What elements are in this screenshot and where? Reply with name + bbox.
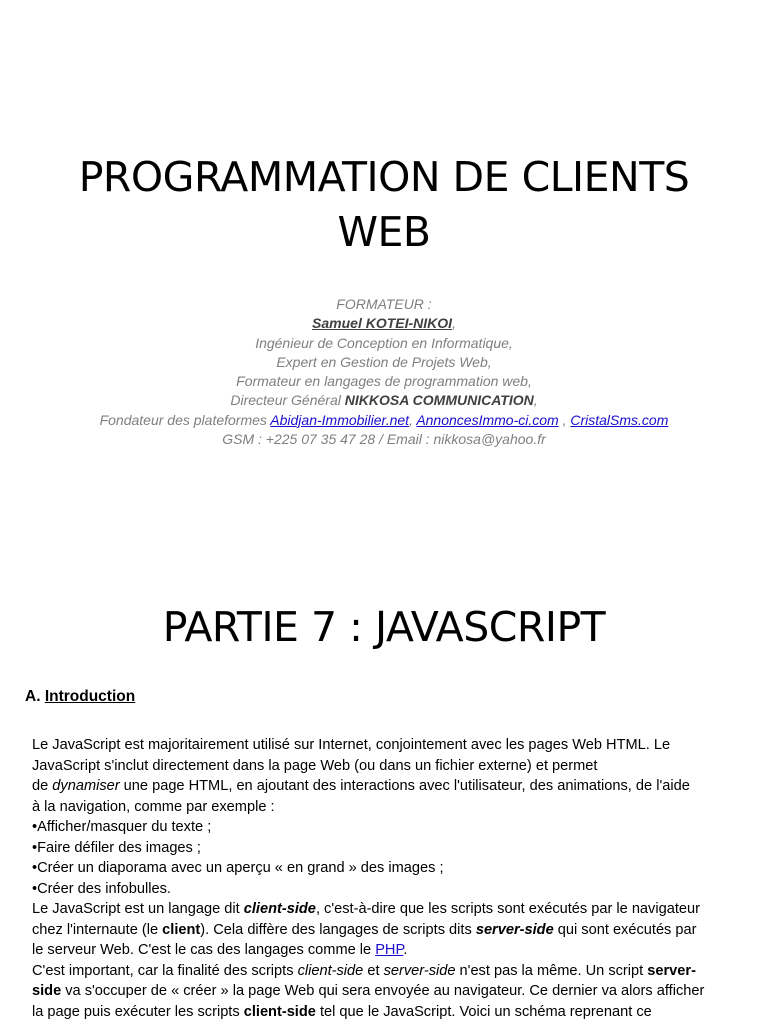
text-run: Le JavaScript est un langage dit: [32, 901, 244, 917]
text-run-italic: server-side: [383, 962, 456, 979]
text-run: C'est important, car la finalité des scripts: [32, 962, 298, 979]
text-run: le serveur Web. C'est le cas des langages comme le: [32, 942, 376, 958]
text-run-bold-italic: server-side: [475, 921, 554, 938]
text-run: tel que le JavaScript. Voici un schéma reprenant ce: [315, 1003, 652, 1020]
bullet-item: •Afficher/masquer du texte ;: [32, 819, 212, 835]
bullet-item: •Créer un diaporama avec un aperçu « en grand » des images ;: [32, 860, 444, 876]
title-line-1: PROGRAMMATION DE CLIENTS: [78, 153, 690, 201]
text-run-italic: dynamiser: [52, 778, 120, 794]
text-run: et: [363, 962, 384, 979]
body-line: [32, 1002, 738, 1023]
body-line: à la navigation, comme par exemple :: [32, 798, 275, 815]
body-line: [32, 776, 738, 797]
link-abidjan-immobilier[interactable]: Abidjan-Immobilier.net: [270, 411, 410, 428]
body-line: Le JavaScript est majoritairement utilisé sur Internet, conjointement avec les pages Web HTML. Le: [32, 737, 671, 753]
credit-line-4: Expert en Gestion de Projets Web,: [276, 353, 492, 370]
section-title: PARTIE 7 : JAVASCRIPT: [162, 603, 606, 651]
text-run: la page puis exécuter les scripts: [32, 1003, 244, 1020]
link-annoncesimmo[interactable]: AnnoncesImmo-ci.com: [416, 411, 559, 428]
section-heading: [25, 688, 135, 706]
body-line: [32, 961, 738, 982]
credit-line-6: Directeur Général NIKKOSA COMMUNICATION,: [230, 392, 538, 409]
credit-role: FORMATEUR :: [336, 296, 432, 312]
credit-line-5: Formateur en langages de programmation web,: [236, 373, 532, 390]
text-run-bold: server-: [647, 962, 696, 979]
credit-name-line: Samuel KOTEI-NIKOI,: [312, 315, 456, 332]
text-run: .: [403, 942, 408, 958]
credit-line-6-prefix: Directeur Général: [230, 392, 345, 409]
text-run-bold: side: [32, 983, 62, 999]
link-php[interactable]: PHP: [375, 942, 404, 958]
text-run: qui sont exécutés par: [553, 921, 697, 938]
title-line-2: WEB: [337, 208, 431, 256]
text-run: n'est pas la même. Un script: [455, 962, 648, 979]
body-line: [32, 920, 738, 941]
body-line: JavaScript s'inclut directement dans la page Web (ou dans un fichier externe) et permet: [32, 757, 598, 774]
text-run: ). Cela diffère des langages de scripts dits: [200, 921, 476, 938]
text-run: va s'occuper de « créer » la page Web qui sera envoyée au navigateur. Ce dernier va alors afficher: [61, 983, 705, 999]
bullet-item: •Créer des infobulles.: [32, 880, 171, 897]
text-run: une page HTML, en ajoutant des interactions avec l'utilisateur, des animations, de l'aide: [119, 778, 690, 794]
text-run: de: [32, 778, 53, 794]
body-line: [32, 940, 738, 961]
body-line: [32, 981, 738, 1002]
bullet-item: •Faire défiler des images ;: [32, 839, 201, 856]
text-run-bold: client-side: [243, 1003, 316, 1020]
text-run: , c'est-à-dire que les scripts sont exécutés par le navigateur: [315, 901, 700, 917]
text-run-bold-italic: client-side: [243, 901, 316, 917]
text-run-italic: client-side: [297, 962, 364, 979]
text-run: chez l'internaute (le: [32, 921, 163, 938]
author-credits: [20, 295, 748, 449]
credit-line-3: Ingénieur de Conception en Informatique,: [255, 334, 513, 351]
credit-line-7-prefix: Fondateur des plateformes: [99, 411, 271, 428]
text-run-bold: client: [162, 921, 201, 938]
document-title: [40, 150, 728, 260]
heading-text: Introduction: [44, 688, 136, 705]
credit-contact: GSM : +225 07 35 47 28 / Email : nikkosa@yahoo.fr: [222, 431, 546, 448]
company-name: NIKKOSA COMMUNICATION: [344, 392, 534, 409]
link-cristalsms[interactable]: CristalSms.com: [570, 411, 669, 428]
heading-prefix: A.: [25, 688, 45, 705]
body-line: [32, 899, 738, 920]
author-name: Samuel KOTEI-NIKOI: [312, 315, 453, 332]
body-text: [32, 735, 738, 1022]
credit-line-7: Fondateur des plateformes Abidjan-Immobilier.net, AnnoncesImmo-ci.com , CristalSms.com: [99, 411, 669, 428]
